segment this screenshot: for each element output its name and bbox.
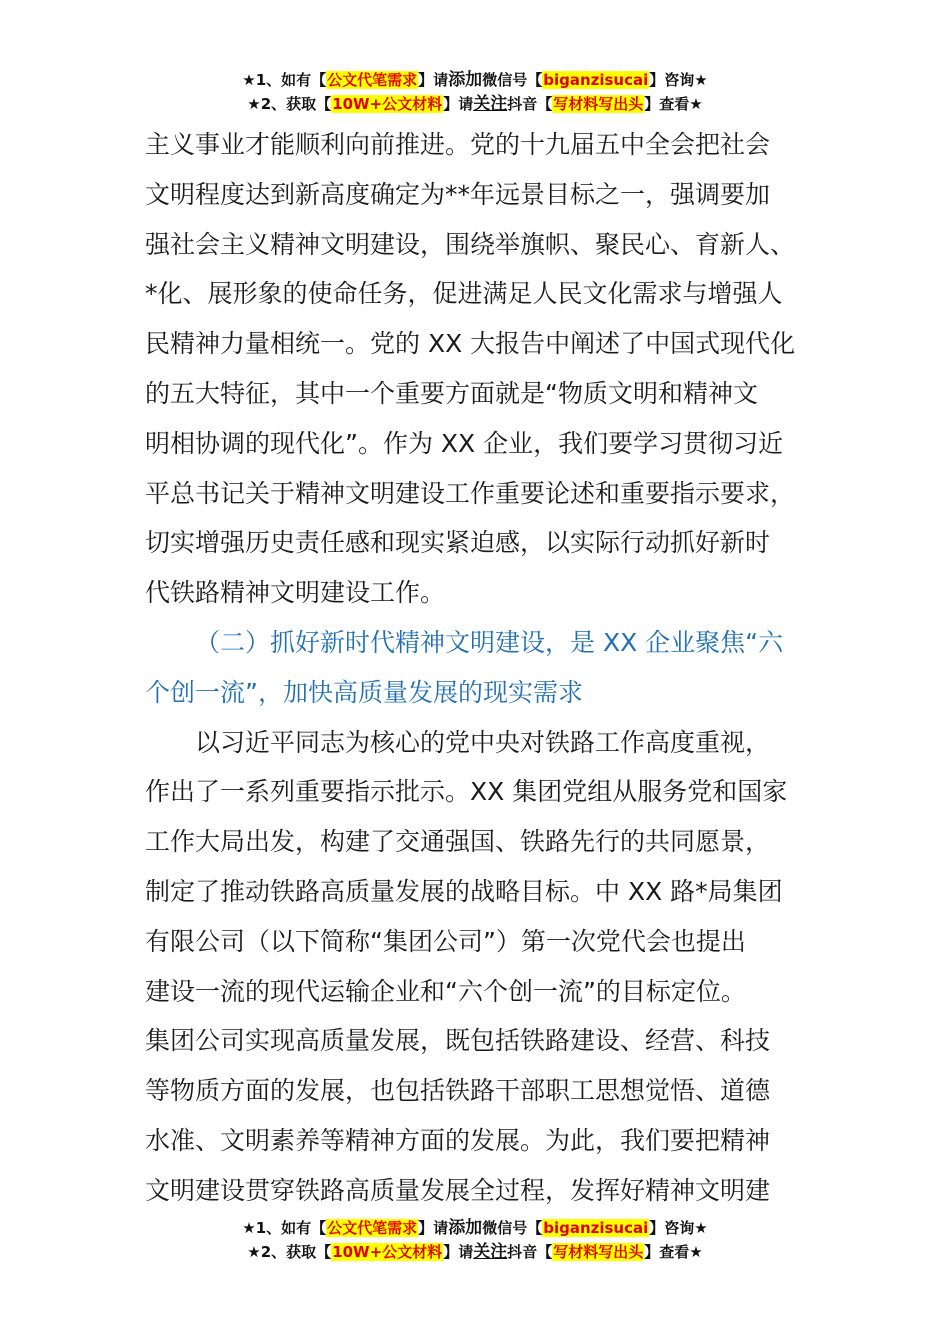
heading-line: 个创一流”，加快高质量发展的现实需求	[145, 677, 583, 707]
text-line: 建设一流的现代运输企业和“六个创一流”的目标定位。	[145, 976, 746, 1006]
text-line: 以习近平同志为核心的党中央对铁路工作高度重视，	[195, 727, 771, 757]
banner-emphasis: 添加	[448, 70, 483, 90]
banner-text: 】请	[418, 1219, 449, 1237]
text-line: 主义事业才能顺利向前推进。党的十九届五中全会把社会	[145, 130, 771, 159]
banner-text: 抖音【	[507, 95, 553, 113]
text-line: 文明程度达到新高度确定为**年远景目标之一，强调要加	[145, 179, 771, 209]
paragraph-1	[145, 120, 810, 618]
banner-wechat-id: biganzisucai	[543, 71, 649, 89]
banner-emphasis: 添加	[448, 1218, 483, 1238]
text-line: 明相协调的现代化”。作为 XX 企业，我们要学习贯彻习近	[145, 428, 784, 458]
banner-line-2	[0, 1240, 950, 1264]
document-body	[145, 120, 810, 1216]
text-line: 民精神力量相统一。党的 XX 大报告中阐述了中国式现代化	[145, 329, 796, 359]
banner-highlight: 公文代笔需求	[327, 71, 418, 89]
heading-line: （二）抓好新时代精神文明建设，是 XX 企业聚焦“六	[195, 627, 784, 657]
banner-highlight: 10W+公文材料	[332, 95, 443, 113]
banner-text: 】查看★	[644, 95, 703, 113]
banner-line-1	[0, 68, 950, 92]
text-line: 有限公司（以下简称“集团公司”）第一次党代会也提出	[145, 926, 746, 956]
text-line: 工作大局出发，构建了交通强国、铁路先行的共同愿景，	[145, 827, 771, 857]
banner-text: ★2、获取【	[247, 95, 332, 113]
banner-highlight: 公文代笔需求	[327, 1219, 418, 1237]
banner-douyin-id: 写材料写出头	[553, 95, 644, 113]
text-line: 集团公司实现高质量发展，既包括铁路建设、经营、科技	[145, 1026, 771, 1056]
banner-text: 】请	[443, 95, 474, 113]
text-line: 平总书记关于精神文明建设工作重要论述和重要指示要求，	[145, 478, 796, 508]
banner-text: 】请	[443, 1243, 474, 1261]
banner-text: 】查看★	[644, 1243, 703, 1261]
banner-text: ★1、如有【	[242, 1219, 327, 1237]
banner-text: 抖音【	[507, 1243, 553, 1261]
text-line: 代铁路精神文明建设工作。	[145, 578, 446, 608]
text-line: 水准、文明素养等精神方面的发展。为此，我们要把精神	[145, 1125, 771, 1155]
text-line: 作出了一系列重要指示批示。XX 集团党组从服务党和国家	[145, 777, 788, 807]
banner-emphasis: 关注	[473, 1242, 508, 1262]
text-line: 切实增强历史责任感和现实紧迫感，以实际行动抓好新时	[145, 528, 771, 558]
banner-text: 】请	[418, 71, 449, 89]
banner-text: ★1、如有【	[242, 71, 327, 89]
paragraph-2	[145, 718, 810, 1216]
banner-highlight: 10W+公文材料	[332, 1243, 443, 1261]
banner-wechat-id: biganzisucai	[543, 1219, 649, 1237]
text-line: 的五大特征，其中一个重要方面就是“物质文明和精神文	[145, 378, 758, 408]
section-heading	[145, 618, 810, 718]
text-line: 文明建设贯穿铁路高质量发展全过程，发挥好精神文明建	[145, 1175, 771, 1205]
banner-line-2	[0, 92, 950, 116]
banner-text: ★2、获取【	[247, 1243, 332, 1261]
banner-text: 】咨询★	[649, 71, 708, 89]
footer-banner	[0, 1216, 950, 1264]
text-line: 等物质方面的发展，也包括铁路干部职工思想觉悟、道德	[145, 1076, 771, 1106]
banner-text: 微信号【	[482, 1219, 543, 1237]
banner-text: 微信号【	[482, 71, 543, 89]
text-line: 制定了推动铁路高质量发展的战略目标。中 XX 路*局集团	[145, 876, 783, 906]
text-line: 强社会主义精神文明建设，围绕举旗帜、聚民心、育新人、	[145, 229, 796, 259]
header-banner	[0, 68, 950, 116]
banner-line-1	[0, 1216, 950, 1240]
text-line: *化、展形象的使命任务，促进满足人民文化需求与增强人	[145, 279, 783, 309]
banner-emphasis: 关注	[473, 94, 508, 114]
banner-douyin-id: 写材料写出头	[553, 1243, 644, 1261]
banner-text: 】咨询★	[649, 1219, 708, 1237]
